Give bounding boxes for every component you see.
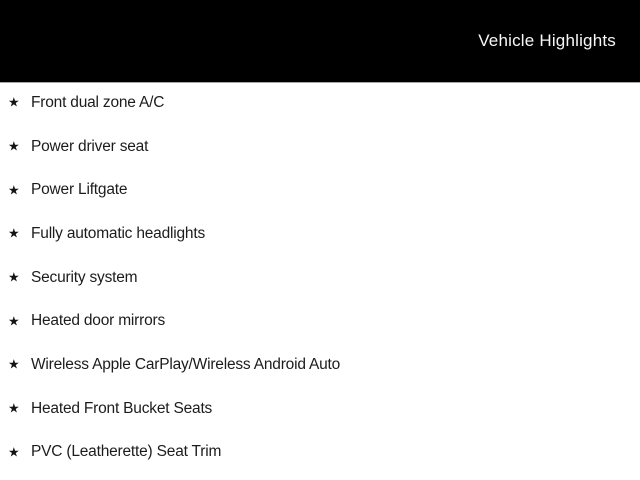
star-icon: ★ (8, 269, 20, 285)
list-item (0, 387, 640, 431)
feature-label: Security system (31, 268, 138, 286)
list-item (0, 81, 640, 125)
star-icon: ★ (8, 400, 20, 416)
list-item (0, 343, 640, 387)
list-item (0, 256, 640, 300)
feature-label: Heated door mirrors (31, 312, 166, 330)
star-icon: ★ (8, 225, 20, 241)
list-item (0, 299, 640, 343)
list-item (0, 431, 640, 475)
feature-label: Heated Front Bucket Seats (31, 399, 213, 417)
page-title: Vehicle Highlights (478, 31, 616, 50)
feature-label: Front dual zone A/C (31, 93, 165, 111)
star-icon: ★ (8, 356, 20, 372)
feature-label: Power Liftgate (31, 181, 128, 199)
star-icon: ★ (8, 313, 20, 329)
highlights-list (0, 81, 640, 474)
feature-label: PVC (Leatherette) Seat Trim (31, 443, 222, 461)
star-icon: ★ (8, 182, 20, 198)
feature-label: Power driver seat (31, 137, 149, 155)
list-item (0, 168, 640, 212)
header-bar (0, 0, 640, 83)
star-icon: ★ (8, 94, 20, 110)
list-item (0, 125, 640, 169)
feature-label: Fully automatic headlights (31, 224, 206, 242)
list-item (0, 212, 640, 256)
feature-label: Wireless Apple CarPlay/Wireless Android Auto (31, 355, 341, 373)
star-icon: ★ (8, 138, 20, 154)
star-icon: ★ (8, 444, 20, 460)
